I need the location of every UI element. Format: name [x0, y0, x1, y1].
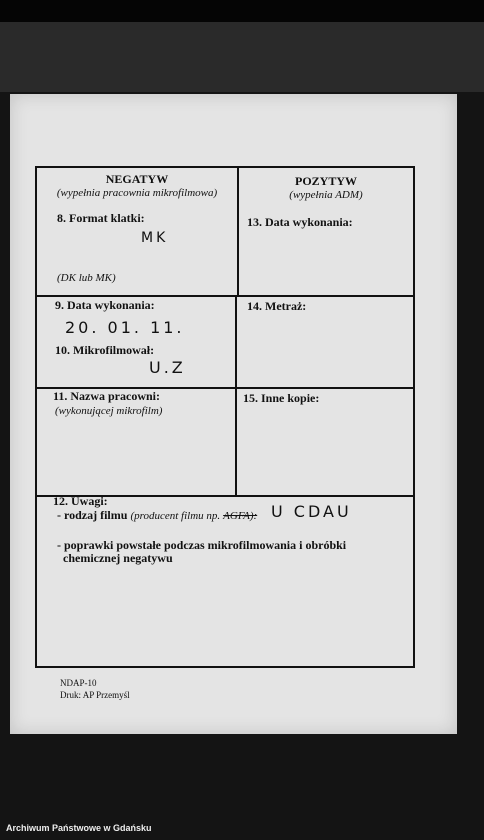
microfilmer-label: 10. Mikrofilmował:: [55, 343, 155, 357]
film-type-prefix: - rodzaj filmu: [57, 508, 128, 522]
film-type-value: U CDAU: [271, 502, 352, 521]
film-type-line: [57, 508, 257, 523]
format-value: MK: [141, 230, 169, 246]
remarks-label: 12. Uwagi:: [53, 494, 108, 508]
film-type-struck: AGFA):: [223, 510, 258, 522]
top-black-band: [0, 0, 484, 22]
pozytyw-title: POZYTYW: [294, 174, 357, 188]
other-copies-label: 15. Inne kopie:: [243, 391, 320, 405]
positive-date-label: 13. Data wykonania:: [247, 215, 353, 229]
length-label: 14. Metraż:: [247, 299, 307, 313]
microfilmer-value: U.Z: [149, 358, 186, 377]
print-note: Druk: AP Przemyśl: [60, 690, 130, 700]
archive-caption: Archiwum Państwowe w Gdańsku: [6, 823, 152, 833]
negative-date-label: 9. Data wykonania:: [55, 298, 155, 312]
film-type-note: (producent filmu np.: [130, 510, 221, 522]
format-note: (DK lub MK): [57, 272, 116, 284]
corrections-line-1: - poprawki powstałe podczas mikrofilmowania i obróbki: [57, 538, 347, 552]
form-code: NDAP-10: [60, 678, 97, 688]
corrections-line-2: chemicznej negatywu: [63, 551, 173, 565]
lab-name-note: (wykonującej mikrofilm): [55, 405, 163, 417]
scan-background: [0, 22, 484, 92]
form-table: [35, 166, 415, 668]
pozytyw-subtitle: (wypełnia ADM): [289, 189, 363, 201]
negative-date-value: 20. 01. 11.: [65, 318, 185, 337]
divider-vertical-bottom: [235, 296, 237, 496]
lab-name-label: 11. Nazwa pracowni:: [53, 389, 160, 403]
negatyw-subtitle: (wypełnia pracownia mikrofilmowa): [56, 187, 218, 199]
format-label: 8. Format klatki:: [57, 211, 145, 225]
divider-row-1: [37, 295, 413, 297]
negatyw-title: NEGATYW: [105, 172, 169, 186]
